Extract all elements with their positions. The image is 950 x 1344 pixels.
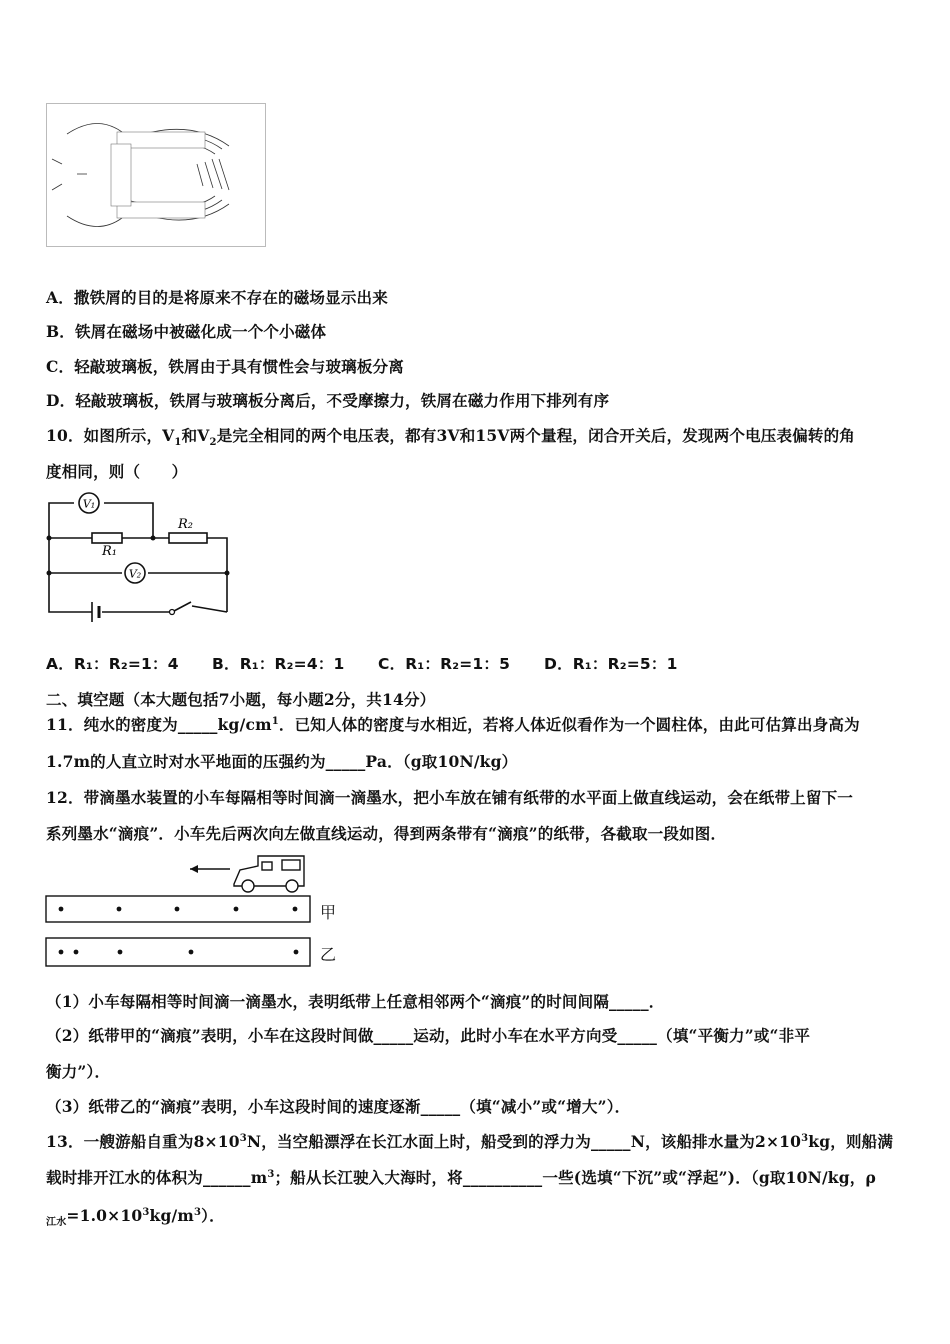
q13-line1 (46, 1130, 893, 1152)
q13-sup-e: 3 (193, 1206, 202, 1218)
q12-line1: 12．带滴墨水装置的小车每隔相等时间滴一滴墨水，把小车放在铺有纸带的水平面上做直线运动，会在纸带上留下一 (46, 788, 853, 807)
q13-text-c: kg，则船满 (808, 1132, 894, 1151)
q10-stem-c: 是完全相同的两个电压表，都有3V和15V两个量程，闭合开关后，发现两个电压表偏转的角 (216, 426, 855, 445)
q11-text-b: ．已知人体的密度与水相近，若将人体近似看作为一个圆柱体，由此可估算出身高为 (278, 715, 860, 734)
q13-text-f: =1.0×10 (66, 1206, 143, 1225)
q12-tape-figure (44, 848, 344, 970)
q13-text-d: 载时排开江水的体积为______m (46, 1168, 268, 1187)
q13-sup-a: 3 (239, 1132, 247, 1144)
q10-option-b: B．R₁：R₂=4：1 (212, 655, 345, 673)
q13-sup-c: 3 (267, 1168, 275, 1180)
r2-label: R₂ (178, 517, 193, 532)
q13-line2 (46, 1166, 876, 1188)
r1-label: R₁ (102, 544, 117, 559)
q13-text-b: N，当空船漂浮在长江水面上时，船受到的浮力为_____N，该船排水量为2×10 (246, 1132, 802, 1151)
magnet-iron-filings-figure (46, 103, 266, 247)
q9-option-a: A．撒铁屑的目的是将原来不存在的磁场显示出来 (46, 288, 388, 307)
tape-yi-label: 乙 (320, 945, 337, 964)
q13-text-h: ）． (201, 1206, 225, 1225)
cart-icon (234, 856, 304, 892)
v1-label: V₁ (82, 497, 96, 511)
q11-line2: 1.7m的人直立时对水平地面的压强约为_____Pa．（g取10N/kg） (46, 752, 518, 771)
q12-sub1: （1）小车每隔相等时间滴一滴墨水，表明纸带上任意相邻两个“滴痕”的时间间隔_____． (46, 992, 665, 1011)
q12-sub2-line2: 衡力”）． (46, 1062, 111, 1081)
q10-sub-1: 1 (174, 437, 182, 449)
q13-sup-b: 3 (801, 1132, 809, 1144)
voltmeter-v2 (125, 563, 145, 583)
q10-option-a: A．R₁：R₂=1：4 (46, 655, 179, 673)
q11-sup: 1 (271, 715, 279, 727)
q10-stem-line2: 度相同，则（ ） (46, 462, 188, 481)
q10-option-c: C．R₁：R₂=1：5 (378, 655, 511, 673)
direction-arrow-icon (190, 865, 230, 873)
q12-line2: 系列墨水“滴痕”．小车先后两次向左做直线运动，得到两条带有“滴痕”的纸带，各截取一段如图． (46, 824, 727, 843)
q11-line1 (46, 713, 860, 735)
q10-stem-a: 10．如图所示，V (46, 426, 175, 445)
q13-text-g: kg/m (149, 1206, 194, 1225)
q12-sub2-line1: （2）纸带甲的“滴痕”表明，小车在这段时间做_____运动，此时小车在水平方向受_____（填“平衡力”或“非平 (46, 1026, 811, 1045)
q13-text-e: ；船从长江驶入大海时，将__________一些(选填“下沉”或“浮起”)．（g取10N/kg，ρ (274, 1168, 876, 1187)
q13-line3 (46, 1204, 225, 1228)
voltmeter-v1 (79, 493, 99, 513)
tape-yi (46, 938, 310, 966)
q10-option-d: D．R₁：R₂=5：1 (544, 655, 678, 673)
q10-stem-line1 (46, 424, 855, 448)
q11-text-a: 11．纯水的密度为_____kg/cm (46, 715, 272, 734)
q13-sup-d: 3 (142, 1206, 150, 1218)
q10-stem-b: 和V (181, 426, 210, 445)
q12-sub3: （3）纸带乙的“滴痕”表明，小车这段时间的速度逐渐_____（填“减小”或“增大”）． (46, 1097, 631, 1116)
q9-option-d: D．轻敲玻璃板，铁屑与玻璃板分离后，不受摩擦力，铁屑在磁力作用下排列有序 (46, 391, 610, 410)
q13-text-a: 13．一艘游船自重为8×10 (46, 1132, 240, 1151)
q10-circuit-diagram (44, 490, 234, 630)
q9-option-b: B．铁屑在磁场中被磁化成一个个小磁体 (46, 322, 327, 341)
q10-sub-2: 2 (209, 437, 217, 449)
iron-filings-image (47, 104, 265, 246)
section-heading-fill-in: 二、填空题（本大题包括7小题，每小题2分，共14分） (46, 690, 436, 709)
q13-sub-river: 江水 (46, 1217, 67, 1229)
tape-jia-label: 甲 (320, 903, 337, 922)
v2-label: V₂ (128, 567, 142, 581)
q9-option-c: C．轻敲玻璃板，铁屑由于具有惯性会与玻璃板分离 (46, 357, 404, 376)
